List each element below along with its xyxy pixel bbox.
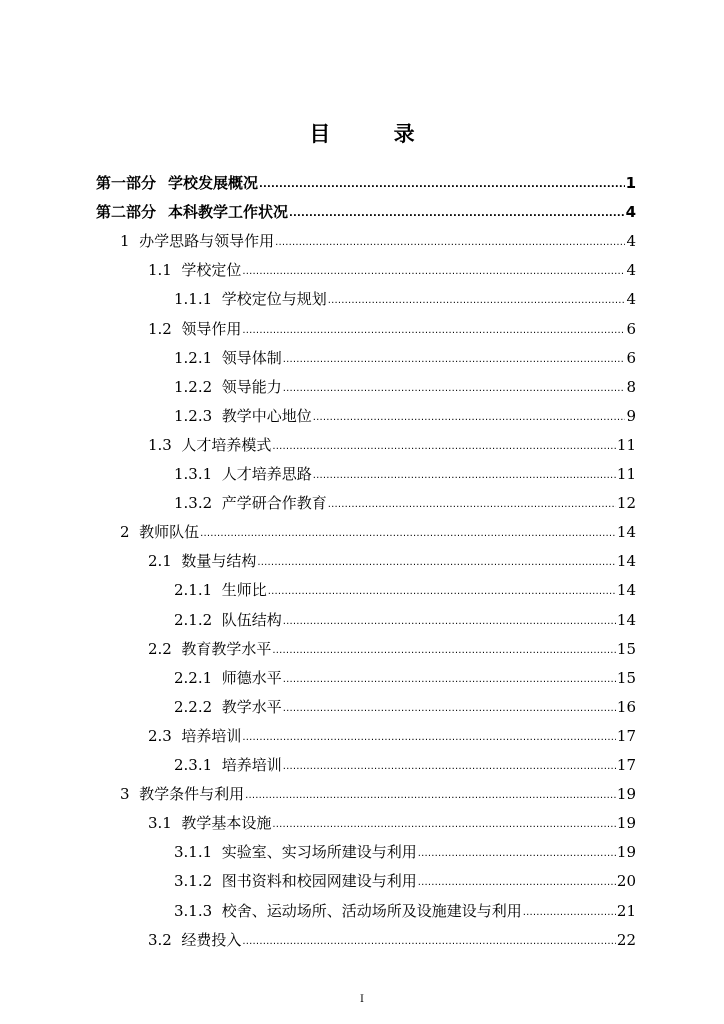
toc-entry-number: 2.1.1: [174, 581, 213, 600]
toc-leader-dots: [245, 788, 616, 804]
toc-leader-dots: [328, 293, 626, 309]
toc-entry-number: 1.2.3: [174, 406, 213, 425]
toc-entry-label: 办学思路与领导作用: [139, 232, 275, 251]
toc-entry-spacer: [212, 755, 222, 775]
toc-entry-number: 1.3.1: [174, 465, 213, 483]
toc-entry-number: 1.2: [148, 319, 172, 338]
toc-entry[interactable]: [174, 280, 636, 309]
toc-entry[interactable]: [148, 426, 636, 455]
toc-entry[interactable]: [96, 164, 636, 193]
toc-entry[interactable]: [174, 601, 636, 630]
toc-leader-dots: [283, 352, 626, 368]
toc-entry-label: 本科教学工作状况: [168, 203, 289, 222]
toc-entry-spacer: [212, 697, 222, 717]
toc-entry-number: 2.3.1: [174, 756, 213, 774]
toc-entry-spacer: [212, 377, 222, 397]
toc-leader-dots: [283, 759, 616, 775]
toc-leader-dots: [283, 701, 616, 717]
toc-entry-spacer: [212, 842, 222, 862]
toc-entry-label: 领导作用: [181, 319, 242, 338]
toc-entry-page: 21: [616, 901, 636, 920]
toc-entry[interactable]: [174, 892, 636, 921]
toc-entry-label: 教学中心地位: [221, 406, 312, 425]
toc-entry-label: 教学基本设施: [181, 814, 272, 833]
toc-entry-page: 4: [626, 261, 636, 280]
toc-entry-label: 实验室、实习场所建设与利用: [221, 843, 417, 862]
toc-entry-page: 22: [616, 930, 636, 949]
toc-entry-page: 14: [616, 581, 636, 600]
toc-entry-page: 4: [625, 203, 636, 222]
toc-entry-spacer: [172, 930, 182, 950]
toc-entry-page: 17: [616, 756, 636, 774]
toc-leader-dots: [313, 468, 616, 484]
toc-entry-spacer: [172, 551, 182, 571]
toc-entry-number: 3.1: [148, 814, 172, 833]
toc-entry-spacer: [212, 406, 222, 426]
toc-entry[interactable]: [148, 542, 636, 571]
toc-title: 目 录: [309, 122, 443, 146]
toc-entry-page: 17: [616, 726, 636, 745]
toc-entry-spacer: [172, 260, 182, 280]
toc-entry-spacer: [212, 348, 222, 368]
toc-entry-label: 教师队伍: [139, 523, 200, 542]
toc-entry-page: 16: [616, 697, 636, 716]
toc-leader-dots: [523, 905, 616, 921]
toc-entry-spacer: [172, 726, 182, 746]
toc-entry[interactable]: [174, 833, 636, 862]
toc-entry-number: 1.3.2: [174, 494, 213, 513]
toc-entry-number: 2.2.1: [174, 668, 213, 687]
toc-entry-label: 培养培训: [221, 756, 282, 774]
toc-entry[interactable]: [148, 630, 636, 659]
toc-entry-number: 3.1.2: [174, 872, 213, 891]
toc-entry-page: 19: [616, 843, 636, 862]
toc-entry-label: 师德水平: [221, 668, 282, 687]
toc-entry-page: 14: [616, 523, 636, 542]
toc-entry-label: 教学水平: [221, 697, 282, 716]
toc-entry-spacer: [212, 901, 222, 921]
toc-entry-label: 学校定位: [181, 261, 242, 280]
toc-entry-label: 学校发展概况: [168, 174, 259, 192]
toc-leader-dots: [272, 817, 615, 833]
toc-entry-spacer: [172, 319, 182, 339]
toc-entry-number: 1.2.1: [174, 348, 213, 367]
toc-entry-label: 领导体制: [221, 348, 282, 367]
toc-leader-dots: [418, 846, 616, 862]
toc-entry-number: 2: [120, 523, 130, 542]
toc-entry-spacer: [212, 668, 222, 688]
toc-entry-spacer: [212, 580, 222, 600]
toc-entry-label: 人才培养模式: [181, 435, 272, 454]
toc-leader-dots: [242, 730, 615, 746]
toc-leader-dots: [257, 555, 615, 571]
toc-entry[interactable]: [148, 310, 636, 339]
toc-entry-page: 19: [616, 814, 636, 833]
toc-entry-label: 产学研合作教育: [221, 494, 327, 513]
toc-leader-dots: [283, 381, 626, 397]
toc-entry-number: 第二部分: [96, 203, 157, 222]
toc-entry-spacer: [172, 639, 182, 659]
toc-entry-page: 14: [616, 610, 636, 629]
toc-entry-label: 校舍、运动场所、活动场所及设施建设与利用: [221, 901, 522, 920]
toc-leader-dots: [283, 672, 616, 688]
toc-entry-number: 1: [120, 232, 130, 251]
toc-entry[interactable]: [174, 688, 636, 717]
toc-entry-label: 人才培养思路: [221, 465, 312, 483]
toc-leader-dots: [242, 323, 625, 339]
toc-entry-page: 15: [616, 639, 636, 658]
toc-entry[interactable]: [120, 775, 636, 804]
toc-entry-spacer: [212, 871, 222, 891]
toc-entry-spacer: [172, 435, 182, 455]
toc-entry-number: 第一部分: [96, 174, 157, 192]
toc-entry[interactable]: [174, 397, 636, 426]
toc-entry-page: 14: [616, 552, 636, 571]
toc-leader-dots: [289, 206, 625, 222]
toc-entry-number: 1.1.1: [174, 290, 213, 309]
toc-entry[interactable]: [174, 571, 636, 600]
toc-entry-page: 12: [616, 494, 636, 513]
toc-entry-number: 2.2.2: [174, 697, 213, 716]
toc-entry-number: 1.1: [148, 261, 172, 280]
toc-leader-dots: [313, 410, 626, 426]
toc-entry-page: 11: [616, 435, 636, 454]
toc-entry[interactable]: [174, 659, 636, 688]
toc-entry-page: 1: [625, 174, 636, 192]
toc-entry-page: 9: [626, 406, 636, 425]
toc-entry-number: 3.1.3: [174, 901, 213, 920]
toc-entry-page: 4: [626, 232, 636, 251]
toc-leader-dots: [418, 875, 616, 891]
toc-entry-number: 3.2: [148, 930, 172, 949]
toc-entry[interactable]: [174, 862, 636, 891]
toc-entry-spacer: [130, 522, 140, 542]
toc-entry-spacer: [212, 464, 222, 484]
toc-leader-dots: [242, 934, 615, 950]
toc-entry[interactable]: [174, 455, 636, 484]
toc-entry-number: 3: [120, 785, 130, 804]
toc-leader-dots: [275, 235, 625, 251]
toc-entry-page: 6: [626, 348, 636, 367]
toc-entry[interactable]: [174, 484, 636, 513]
toc-entry[interactable]: [120, 222, 636, 251]
toc-entry-number: 2.1.2: [174, 610, 213, 629]
toc-entry-label: 培养培训: [181, 726, 242, 745]
toc-entry-label: 队伍结构: [221, 610, 282, 629]
toc-entry-spacer: [212, 493, 222, 513]
toc-leader-dots: [328, 497, 616, 513]
toc-leader-dots: [200, 526, 616, 542]
toc-entry-page: 6: [626, 319, 636, 338]
toc-entry[interactable]: [148, 804, 636, 833]
toc-leader-dots: [272, 643, 615, 659]
toc-entry[interactable]: [174, 368, 636, 397]
toc-entry-number: 3.1.1: [174, 843, 213, 862]
toc-entry[interactable]: [148, 921, 636, 950]
toc-leader-dots: [283, 614, 616, 630]
toc-entry-page: 4: [626, 290, 636, 309]
toc-entry-page: 15: [616, 668, 636, 687]
toc-entry-page: 20: [616, 872, 636, 891]
toc-entry[interactable]: [120, 513, 636, 542]
toc-entry-label: 教学条件与利用: [139, 785, 245, 804]
page-number: I: [360, 994, 364, 1005]
toc-entry-label: 经费投入: [181, 930, 242, 949]
toc-leader-dots: [272, 439, 615, 455]
toc-entry-label: 学校定位与规划: [221, 290, 327, 309]
toc-entry-page: 19: [616, 785, 636, 804]
toc-entry[interactable]: [174, 746, 636, 775]
toc-entry-spacer: [130, 784, 140, 804]
toc-leader-dots: [242, 264, 625, 280]
toc-entry-spacer: [212, 610, 222, 630]
toc-entry-number: 1.3: [148, 435, 172, 454]
toc-entry-label: 数量与结构: [181, 552, 257, 571]
toc-entry-number: 2.2: [148, 639, 172, 658]
toc-entry[interactable]: [148, 717, 636, 746]
toc-entry-spacer: [172, 813, 182, 833]
toc-entry-label: 教育教学水平: [181, 639, 272, 658]
toc-entry-label: 生师比: [221, 581, 267, 600]
toc-entry-label: 领导能力: [221, 377, 282, 396]
toc-entry-label: 图书资料和校园网建设与利用: [221, 872, 417, 891]
toc-entry-number: 2.1: [148, 552, 172, 571]
toc-leader-dots: [268, 584, 616, 600]
toc-entry-spacer: [130, 231, 140, 251]
toc-entry-page: 11: [616, 465, 636, 483]
toc-entry-number: 1.2.2: [174, 377, 213, 396]
toc-entry[interactable]: [174, 339, 636, 368]
toc-entry-spacer: [212, 289, 222, 309]
toc-entry[interactable]: [96, 193, 636, 222]
toc-entry-number: 2.3: [148, 726, 172, 745]
toc-entry[interactable]: [148, 251, 636, 280]
toc-entry-page: 8: [626, 377, 636, 396]
toc-leader-dots: [259, 177, 625, 193]
